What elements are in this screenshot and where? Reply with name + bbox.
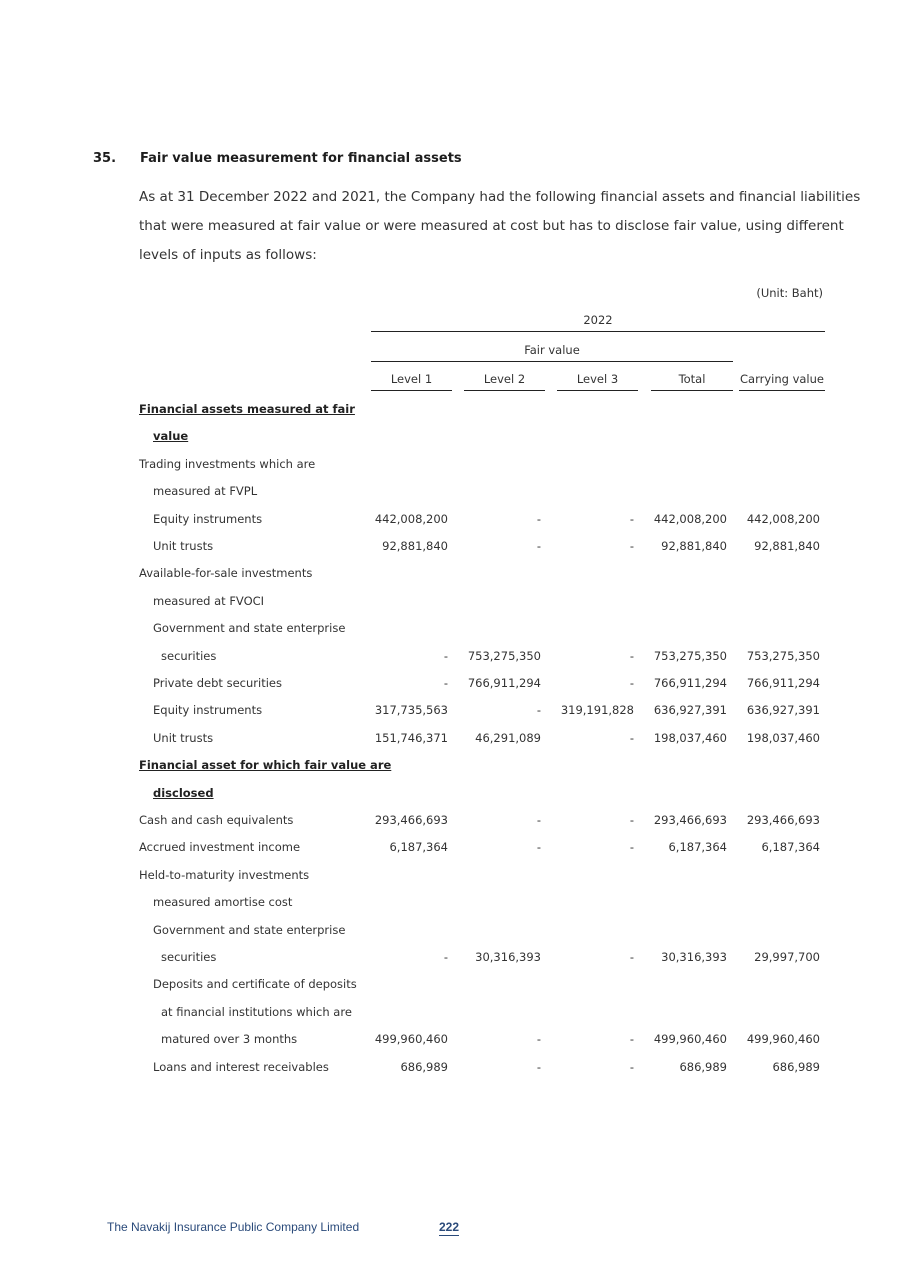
table-cell-value: 30,316,393 [661,950,727,964]
column-header-carrying-value: Carrying value [740,372,824,386]
table-cell-value: - [629,950,634,964]
table-cell-value: - [629,730,634,745]
table-cell-value: - [629,813,634,827]
table-row-label: measured at FVPL [153,484,258,499]
table-cell-value: 46,291,089 [475,730,541,745]
table-cell-value: 29,997,700 [754,950,820,964]
table-cell-value: 6,187,364 [668,840,727,855]
table-cell-value: 686,989 [679,1059,727,1074]
footer-company-name: The Navakij Insurance Public Company Limited [107,1220,360,1234]
table-row-label: Equity instruments [153,511,263,526]
table-cell-value: - [629,1059,634,1074]
fair-value-group-header: Fair value [524,343,580,357]
table-cell-value: 753,275,350 [653,648,727,663]
table-row-label: Equity instruments [153,703,263,718]
table-cell-value: 442,008,200 [746,511,820,526]
table-cell-value: - [629,676,634,690]
table-cell-value: 636,927,391 [653,703,727,718]
table-cell-value: 92,881,840 [661,539,727,553]
table-row-label: measured amortise cost [153,895,293,910]
column-header-rule [557,390,638,391]
table-cell-value: - [536,539,541,553]
table-cell-value: 636,927,391 [746,703,820,718]
intro-paragraph-line: As at 31 December 2022 and 2021, the Company had the following financial assets and financial liabilities [139,189,861,205]
table-cell-value: 319,191,828 [560,703,634,718]
table-cell-value: - [629,539,634,553]
table-section-heading: Financial asset for which fair value are [139,758,392,773]
table-cell-value: 198,037,460 [746,730,820,745]
unit-label: (Unit: Baht) [756,286,823,300]
table-section-heading: value [153,429,189,444]
table-row-label: matured over 3 months [161,1032,298,1047]
table-row-label: securities [161,950,217,964]
table-cell-value: 766,911,294 [467,676,541,690]
year-header: 2022 [583,313,613,327]
table-cell-value: 317,735,563 [374,703,448,718]
fair-value-group-rule [371,361,733,362]
table-cell-value: 293,466,693 [374,813,448,827]
table-cell-value: 92,881,840 [382,539,448,553]
column-header-level-1: Level 1 [390,372,433,386]
column-header-rule [739,390,825,391]
table-row-label: securities [161,648,217,663]
year-header-rule [371,331,825,332]
table-section-heading: Financial assets measured at fair [139,402,355,416]
column-header-rule [371,390,452,391]
table-cell-value: - [536,1032,541,1047]
table-row-label: Cash and cash equivalents [139,813,294,827]
table-row-label: Available-for-sale investments [139,566,313,581]
intro-paragraph-line: that were measured at fair value or were measured at cost but has to disclose fair value, using different [139,218,844,234]
table-cell-value: - [536,511,541,526]
table-row-label: Private debt securities [153,676,282,690]
intro-paragraph-line: levels of inputs as follows: [139,247,317,263]
table-cell-value: 766,911,294 [653,676,727,690]
table-cell-value: 6,187,364 [389,840,448,855]
table-row-label: Loans and interest receivables [153,1059,329,1074]
table-cell-value: 499,960,460 [746,1032,820,1047]
table-cell-value: - [536,813,541,827]
table-cell-value: 686,989 [400,1059,448,1074]
section-number: 35. [93,151,117,166]
table-row-label: Deposits and certificate of deposits [153,977,357,992]
table-row-label: Accrued investment income [139,840,301,855]
table-row-label: Unit trusts [153,539,214,553]
column-header-rule [651,390,733,391]
table-cell-value: 686,989 [772,1059,820,1074]
table-cell-value: 499,960,460 [653,1032,727,1047]
section-title: Fair value measurement for financial assets [140,151,462,166]
table-cell-value: - [536,840,541,855]
table-cell-value: 753,275,350 [467,648,541,663]
table-cell-value: 753,275,350 [746,648,820,663]
column-header-rule [464,390,545,391]
table-cell-value: - [443,676,448,690]
table-cell-value: - [443,950,448,964]
table-cell-value: 293,466,693 [746,813,820,827]
table-cell-value: - [536,703,541,718]
table-cell-value: - [629,648,634,663]
table-cell-value: 92,881,840 [754,539,820,553]
table-cell-value: 499,960,460 [374,1032,448,1047]
column-header-level-2: Level 2 [483,372,526,386]
table-cell-value: 30,316,393 [475,950,541,964]
table-row-label: at financial institutions which are [161,1004,352,1019]
table-cell-value: - [443,648,448,663]
table-row-label: Trading investments which are [139,456,316,471]
table-cell-value: - [536,1059,541,1074]
page-number: 222 [439,1220,460,1234]
table-cell-value: - [629,840,634,855]
table-row-label: Government and state enterprise [153,621,346,636]
table-row-label: Government and state enterprise [153,922,346,937]
table-row-label: Unit trusts [153,730,214,745]
table-cell-value: 293,466,693 [653,813,727,827]
table-section-heading: disclosed [153,785,214,800]
table-cell-value: - [629,511,634,526]
table-row-label: Held-to-maturity investments [139,867,310,882]
column-header-total: Total [678,372,706,386]
table-cell-value: 442,008,200 [374,511,448,526]
table-cell-value: 766,911,294 [746,676,820,690]
table-cell-value: 151,746,371 [374,730,448,745]
column-header-level-3: Level 3 [576,372,619,386]
table-row-label: measured at FVOCI [153,593,265,608]
table-cell-value: 442,008,200 [653,511,727,526]
table-cell-value: - [629,1032,634,1047]
table-cell-value: 198,037,460 [653,730,727,745]
table-cell-value: 6,187,364 [761,840,820,855]
